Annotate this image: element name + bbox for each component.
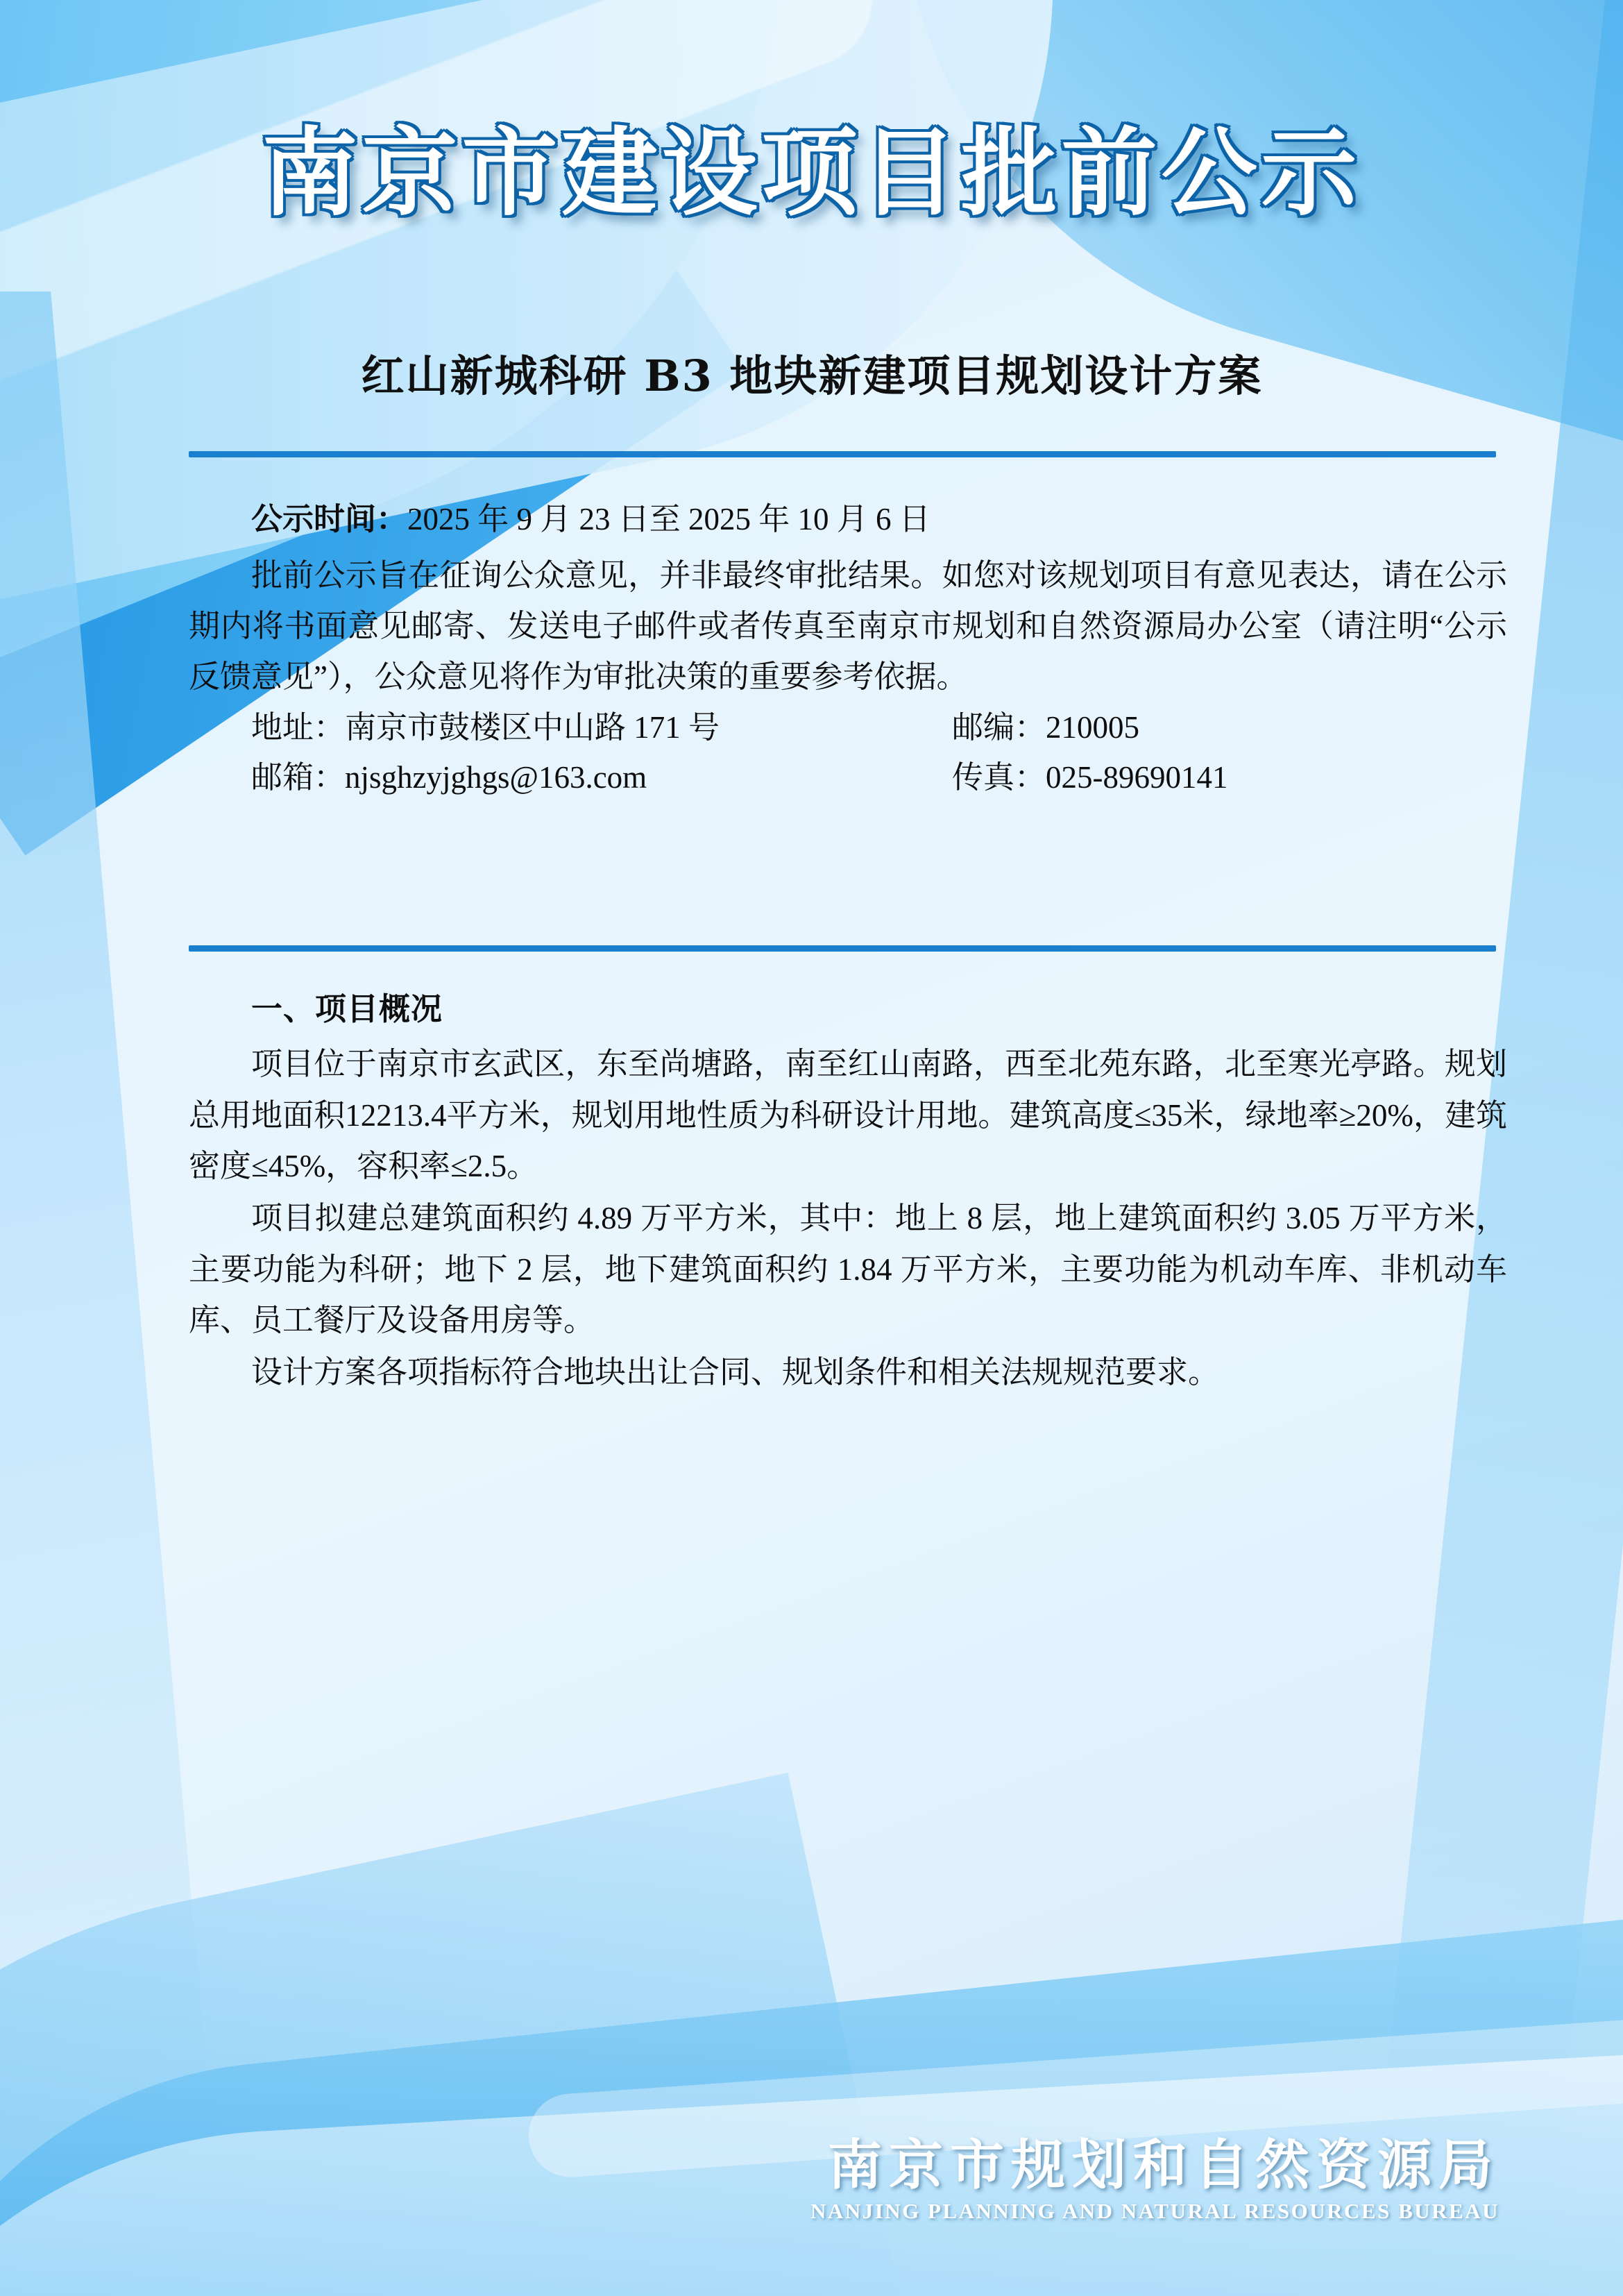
notice-body: 批前公示旨在征询公众意见，并非最终审批结果。如您对该规划项目有意见表达，请在公示期内将书面意见邮寄、发送电子邮件或者传真至南京市规划和自然资源局办公室（请注明“公示反馈意见”），公众意见将作为审批决策的重要参考依据。	[189, 557, 1507, 694]
address-field	[189, 702, 890, 753]
postcode-field	[890, 702, 1507, 753]
issuing-authority	[810, 2133, 1499, 2224]
postcode-label: 邮编：	[952, 709, 1046, 745]
contact-row-email	[189, 752, 1507, 803]
postcode-value: 210005	[1046, 709, 1140, 745]
notice-period	[189, 494, 1507, 545]
email-label: 邮箱：	[251, 760, 346, 795]
address-label: 地址：	[251, 709, 346, 745]
authority-name-en: NANJING PLANNING AND NATURAL RESOURCES BUREAU	[810, 2199, 1499, 2223]
page-title: 红山新城科研 B3 地块新建项目规划设计方案	[361, 351, 1263, 401]
section-project-overview	[189, 984, 1507, 1399]
section-paragraph-3: 设计方案各项指标符合地块出让合同、规划条件和相关法规规范要求。	[251, 1355, 1220, 1390]
divider-middle	[189, 945, 1496, 952]
email-value: njsghzyjghgs@163.com	[345, 760, 647, 795]
masthead-title: 南京市建设项目批前公示	[262, 116, 1361, 229]
email-field	[189, 752, 890, 803]
fax-label: 传真：	[952, 760, 1046, 795]
notice-period-label: 公示时间：	[251, 502, 408, 537]
contact-row-address	[189, 702, 1507, 753]
divider-top	[189, 451, 1496, 457]
section-heading: 一、项目概况	[251, 992, 443, 1027]
notice-block	[189, 494, 1507, 803]
fax-value: 025-89690141	[1046, 760, 1228, 795]
authority-name-cn: 南京市规划和自然资源局	[827, 2133, 1499, 2197]
fax-field	[890, 752, 1507, 803]
section-paragraph-1: 项目位于南京市玄武区，东至尚塘路，南至红山南路，西至北苑东路，北至寒光亭路。规划总用地面积12213.4平方米，规划用地性质为科研设计用地。建筑高度≤35米，绿地率≥20%，建筑密度≤45%，容积率≤2.5。	[189, 1047, 1507, 1184]
masthead	[0, 116, 1623, 229]
address-value: 南京市鼓楼区中山路 171 号	[345, 709, 720, 745]
notice-period-value: 2025 年 9 月 23 日至 2025 年 10 月 6 日	[407, 502, 931, 537]
section-paragraph-2: 项目拟建总建筑面积约 4.89 万平方米，其中：地上 8 层，地上建筑面积约 3.05 万平方米，主要功能为科研；地下 2 层，地下建筑面积约 1.84 万平方米，主要功能为机动车库、非机动车库、员工餐厅及设备用房等。	[189, 1201, 1507, 1338]
